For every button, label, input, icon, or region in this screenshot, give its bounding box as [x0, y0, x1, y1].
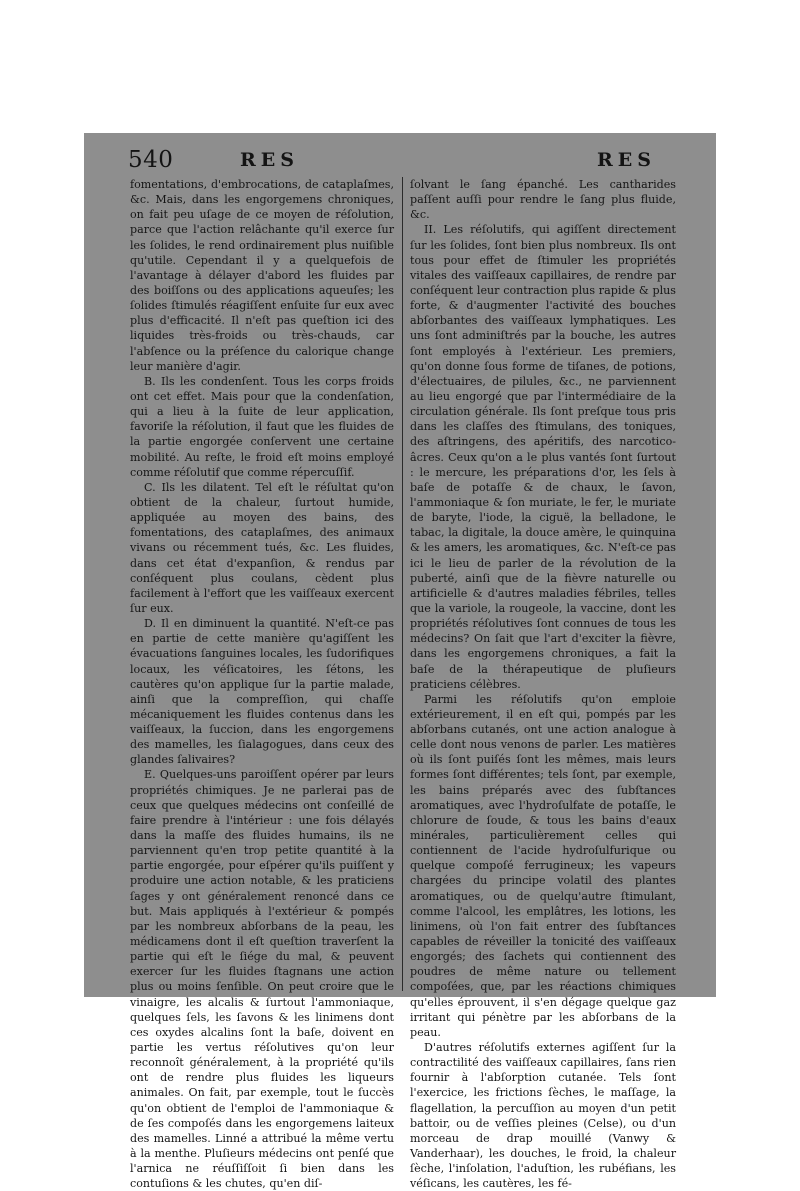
paragraph: II. Les réſolutifs, qui agiſſent directement ſur les ſolides, ſont bien plus nombreux. Ils ont tous pour effet de ſtimuler les propriétés vitales des vaiſſeaux capillaires, de rendre par conſéquent leur contraction plus rapide & plus forte, & d'augmenter l'activité des bouches abſorbantes des vaiſſeaux lymphatiques. Les uns ſont adminiſtrés par la bouche, les autres ſont employés à l'extérieur. Les premiers, qu'on donne ſous forme de tiſanes, de potions, d'électuaires, de pilules, &c., ne parviennent au lieu engorgé que par l'intermédiaire de la circulation générale. Ils ſont preſque tous pris dans les claſſes des ſtimulans, des toniques, des aſtringens, des apéritifs, des narcotico-âcres. Ceux qu'on a le plus vantés ſont ſurtout : le mercure, les préparations d'or, les ſels à baſe de potaſſe & de chaux, le ſavon, l'ammoniaque & ſon muriate, le fer, le muriate de baryte, l'iode, la ciguë, la belladone, le tabac, la digitale, la douce amère, le quinquina & les amers, les aromatiques, &c. N'eſt-ce pas ici le lieu de parler de la révolution de la puberté, ainſi que de la fièvre naturelle ou artificielle & d'autres maladies fébriles, telles que la variole, la rougeole, la vaccine, dont les propriétés réſolutives ſont connues de tous les médecins? On ſait que l'art d'exciter la fièvre, dans les engorgemens chroniques, a fait la baſe de la thérapeutique de pluſieurs praticiens célèbres.: [410, 223, 676, 691]
paragraph: D'autres réſolutifs externes agiſſent ſur la contractilité des vaiſſeaux capillaires, ſans rien fournir à l'abſorption cutanée. Tels ſont l'exercice, les frictions ſèches, le maſſage, la flagellation, la percuſſion au moyen d'un petit battoir, ou de veſſies pleines (Celse), ou d'un morceau de drap mouillé (Vanwy & Vanderhaar), les douches, le froid, la chaleur ſèche, l'inſolation, l'aduſtion, les rubéfians, les véſicans, les cautères, les fé-: [410, 1041, 676, 1191]
paragraph: B. Ils les condenſent. Tous les corps froids ont cet effet. Mais pour que la condenſation, qui a lieu à la ſuite de leur application, favoriſe la réſolution, il faut que les fluides de la partie engorgée conſervent une certaine mobilité. Au reſte, le froid eſt moins employé comme réſolutif que comme répercuſſif.: [130, 374, 394, 479]
left-column: [130, 177, 394, 1191]
paragraph: E. Quelques-uns paroiſſent opérer par leurs propriétés chimiques. Je ne parlerai pas de ceux que quelques médecins ont conſeillé de faire prendre à l'intérieur : une fois délayés dans la maſſe des fluides humains, ils ne parviennent qu'en trop petite quantité à la partie engorgée, pour eſpérer qu'ils puiſſent y produire une action notable, & les praticiens ſages y ont généralement renoncé dans ce but. Mais appliqués à l'extérieur & pompés par les nombreux abſorbans de la peau, les médicamens dont il eſt queſtion traverſent la partie qui eſt le ſiége du mal, & peuvent exercer ſur les fluides ſtagnans une action plus ou moins ſenſible. On peut croire que le vinaigre, les alcalis & ſurtout l'ammoniaque, quelques ſels, les ſavons & les linimens dont ces oxydes alcalins ſont la baſe, doivent en partie les vertus réſolutives qu'on leur reconnoît généralement, à la propriété qu'ils ont de rendre plus fluides les liqueurs animales. On fait, par exemple, tout le ſuccès qu'on obtient de l'emploi de l'ammoniaque & de ſes compoſés dans les engorgemens laiteux des mamelles. Linné a attribué la même vertu à la menthe. Pluſieurs médecins ont penſé que l'arnica ne réuſſiſſoit ſi bien dans les contuſions & les chutes, qu'en diſ-: [130, 768, 394, 1191]
page-header: [128, 147, 684, 173]
paragraph: Parmi les réſolutifs qu'on emploie extérieurement, il en eſt qui, pompés par les abſorbans cutanés, ont une action analogue à celle dont nous venons de parler. Les matières où ils ſont puiſés ſont les mêmes, mais leurs formes ſont différentes; tels ſont, par exemple, les bains préparés avec des ſubſtances aromatiques, avec l'hydroſulfate de potaſſe, le chlorure de ſoude, & tous les bains d'eaux minérales, particulièrement celles qui contiennent de l'acide hydroſulfurique ou quelque compoſé ferrugineux; les vapeurs chargées du principe volatil des plantes aromatiques, ou de quelqu'autre ſtimulant, comme l'alcool, les emplâtres, les lotions, les linimens, où l'on fait entrer des ſubſtances capables de réveiller la tonicité des vaiſſeaux engorgés; des ſachets qui contiennent des poudres de même nature ou tellement compoſées, que, par les réactions chimiques qu'elles éprouvent, il s'en dégage quelque gaz irritant qui pénètre par les abſorbans de la peau.: [410, 692, 676, 1039]
running-head-right: RES: [597, 149, 656, 171]
column-divider: [402, 177, 403, 991]
scanned-page: [84, 133, 716, 1191]
paragraph: fomentations, d'embrocations, de cataplaſmes, &c. Mais, dans les engorgemens chroniques, on fait peu uſage de ce moyen de réſolution, parce que l'action relâchante qu'il exerce ſur les ſolides, le rend ordinairement plus nuiſible qu'utile. Cependant il y a quelquefois de l'avantage à délayer d'abord les fluides par des boiſſons ou des applications aqueuſes; les ſolides ſtimulés réagiſſent enſuite ſur eux avec plus d'efficacité. Il n'eſt pas queſtion ici des liquides très-froids ou très-chauds, car l'abſence ou la préſence du calorique change leur manière d'agir.: [130, 178, 394, 373]
page-number: 540: [128, 147, 174, 173]
right-column: [410, 177, 676, 1191]
paragraph: C. Ils les dilatent. Tel eſt le réſultat qu'on obtient de la chaleur, ſurtout humide, appliquée au moyen des bains, des fomentations, des cataplaſmes, des animaux vivans ou récemment tués, &c. Les fluides, dans cet état d'expanſion, & rendus par conſéquent plus coulans, cèdent plus facilement à l'effort que les vaiſſeaux exercent ſur eux.: [130, 480, 394, 615]
paragraph: D. Il en diminuent la quantité. N'eſt-ce pas en partie de cette manière qu'agiſſent les évacuations ſanguines locales, les ſudorifiques locaux, les véſicatoires, les ſétons, les cautères qu'on applique ſur la partie malade, ainſi que la compreſſion, qui chaſſe mécaniquement les fluides contenus dans les vaiſſeaux, la ſuccion, dans les engorgemens des mamelles, les ſialagogues, dans ceux des glandes ſalivaires?: [130, 617, 394, 767]
running-head-left: RES: [240, 149, 299, 171]
paragraph: ſolvant le ſang épanché. Les cantharides paſſent auſſi pour rendre le ſang plus fluide, &c.: [410, 178, 676, 222]
